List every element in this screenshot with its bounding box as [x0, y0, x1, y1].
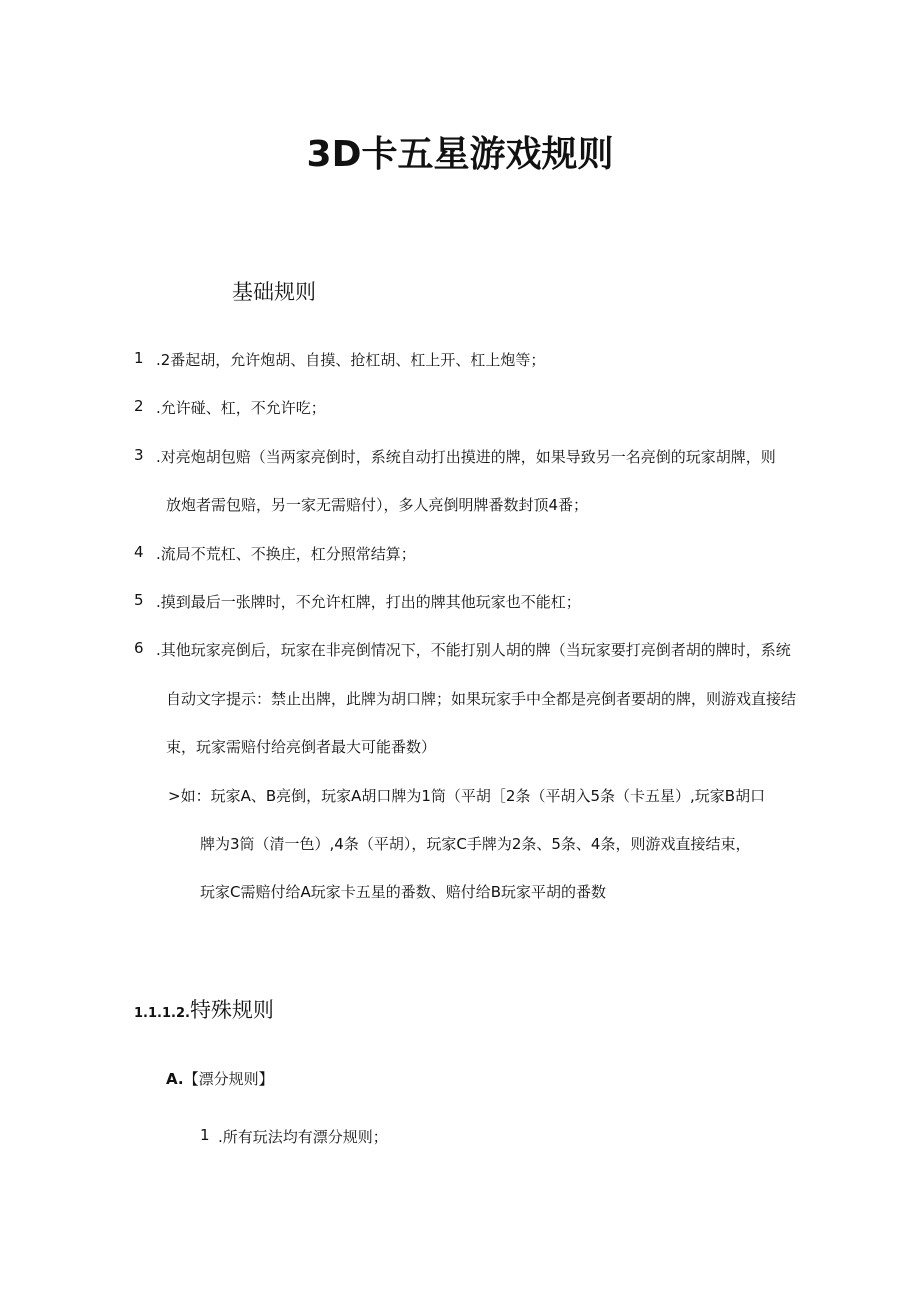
example-line-2: 牌为3筒（清一色）,4条（平胡），玩家C手牌为2条、5条、4条，则游戏直接结束，	[200, 835, 751, 853]
page-title: 3D卡五星游戏规则	[306, 134, 614, 175]
rule-3-text-line-1: .对亮炮胡包赔（当两家亮倒时，系统自动打出摸进的牌，如果导致另一名亮倒的玩家胡牌，则	[156, 448, 776, 466]
special-rule-1-text: .所有玩法均有漂分规则；	[218, 1128, 388, 1146]
rule-5-number: 5	[134, 591, 144, 609]
rule-6-text-line-3: 束，玩家需赔付给亮倒者最大可能番数）	[166, 738, 437, 756]
float-score-heading	[166, 1068, 274, 1089]
rule-3-number: 3	[134, 446, 144, 464]
rule-4-number: 4	[134, 543, 144, 561]
example-line-1: >如：玩家A、B亮倒，玩家A胡口牌为1筒（平胡［2条（平胡入5条（卡五星）,玩家B胡口	[168, 787, 766, 805]
rule-6-text-line-2: 自动文字提示：禁止出牌，此牌为胡口牌；如果玩家手中全都是亮倒者要胡的牌，则游戏直接结	[166, 690, 797, 708]
sub-section-title: 【漂分规则】	[183, 1070, 274, 1088]
rule-4-text: .流局不荒杠、不换庄，杠分照常结算；	[156, 545, 416, 563]
special-rules-heading	[134, 994, 274, 1024]
basic-rules-heading: 基础规则	[232, 280, 316, 304]
rule-3-text-line-2: 放炮者需包赔，另一家无需赔付），多人亮倒明牌番数封顶4番；	[166, 496, 589, 514]
special-rules-number: 1.1.1.2.	[134, 1006, 190, 1021]
example-line-3: 玩家C需赔付给A玩家卡五星的番数、赔付给B玩家平胡的番数	[200, 883, 607, 901]
rule-2-number: 2	[134, 397, 144, 415]
rule-2-text: .允许碰、杠，不允许吃；	[156, 399, 326, 417]
rule-6-number: 6	[134, 639, 144, 657]
rule-6-text-line-1: .其他玩家亮倒后，玩家在非亮倒情况下，不能打别人胡的牌（当玩家要打亮倒者胡的牌时，系统	[156, 641, 791, 659]
special-rules-title: 特殊规则	[189, 998, 274, 1022]
rule-1-number: 1	[134, 349, 144, 367]
rule-1-text: .2番起胡，允许炮胡、自摸、抢杠胡、杠上开、杠上炮等；	[156, 351, 546, 369]
rule-5-text: .摸到最后一张牌时，不允许杠牌，打出的牌其他玩家也不能杠；	[156, 593, 581, 611]
special-rule-1-number: 1	[200, 1126, 210, 1144]
sub-section-label: A.	[166, 1070, 184, 1088]
